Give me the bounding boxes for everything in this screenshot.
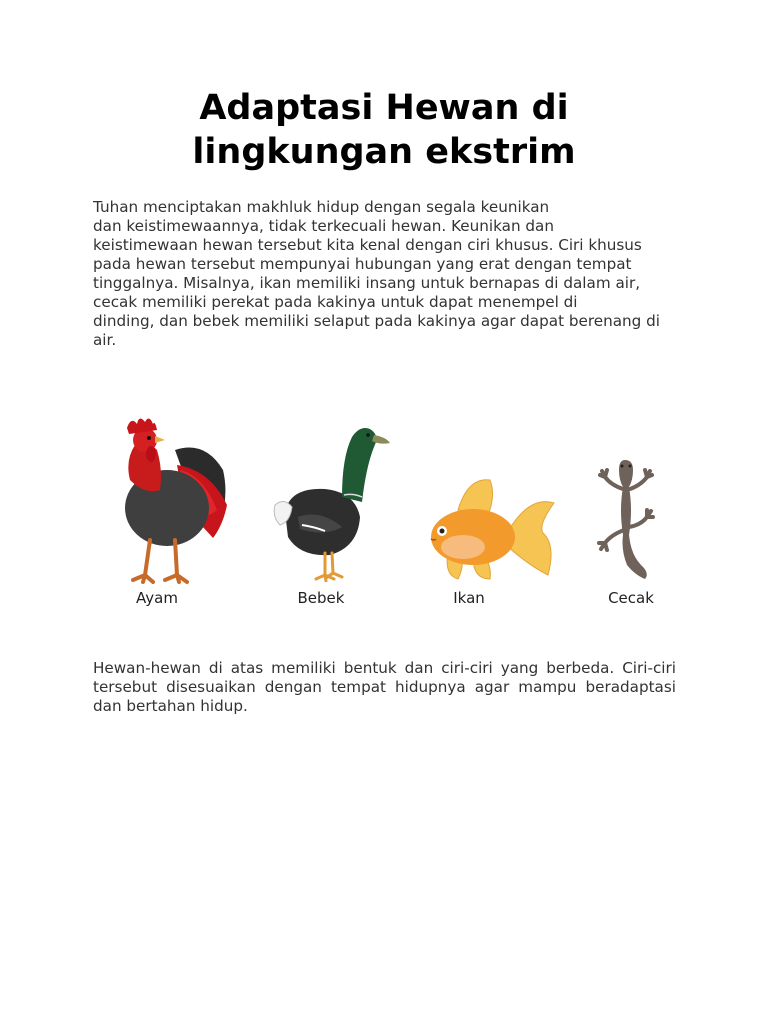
- paragraph-line: dan bertahan hidup.: [93, 697, 248, 715]
- closing-paragraph: [93, 659, 676, 716]
- paragraph-line: keistimewaan hewan tersebut kita kenal dengan ciri khusus. Ciri khusus: [93, 236, 642, 254]
- paragraph-line: tinggalnya. Misalnya, ikan memiliki insang untuk bernapas di dalam air,: [93, 274, 641, 292]
- intro-paragraph: [93, 198, 678, 350]
- title-line-1: Adaptasi Hewan di: [199, 88, 569, 128]
- document-title: [0, 86, 768, 174]
- caption-ayam: Ayam: [136, 589, 178, 607]
- paragraph-line: dinding, dan bebek memiliki selaput pada kakinya agar dapat berenang di: [93, 312, 660, 330]
- animals-figure: [95, 405, 685, 615]
- gecko-illustration: [595, 455, 660, 580]
- paragraph-line: cecak memiliki perekat pada kakinya untuk dapat menempel di: [93, 293, 578, 311]
- paragraph-line: air.: [93, 331, 117, 349]
- caption-cecak: Cecak: [608, 589, 654, 607]
- caption-bebek: Bebek: [297, 589, 345, 607]
- paragraph-line: Tuhan menciptakan makhluk hidup dengan segala keunikan: [93, 198, 550, 216]
- caption-ikan: Ikan: [453, 589, 485, 607]
- goldfish-illustration: [418, 475, 558, 585]
- paragraph-line: Hewan-hewan di atas memiliki bentuk dan ciri-ciri yang berbeda. Ciri-ciri: [93, 659, 676, 677]
- paragraph-line: dan keistimewaannya, tidak terkecuali hewan. Keunikan dan: [93, 217, 554, 235]
- title-line-2: lingkungan ekstrim: [192, 132, 576, 172]
- paragraph-line: pada hewan tersebut mempunyai hubungan yang erat dengan tempat: [93, 255, 632, 273]
- duck-illustration: [270, 417, 395, 582]
- rooster-illustration: [105, 410, 230, 585]
- paragraph-line: tersebut disesuaikan dengan tempat hidupnya agar mampu beradaptasi: [93, 678, 676, 696]
